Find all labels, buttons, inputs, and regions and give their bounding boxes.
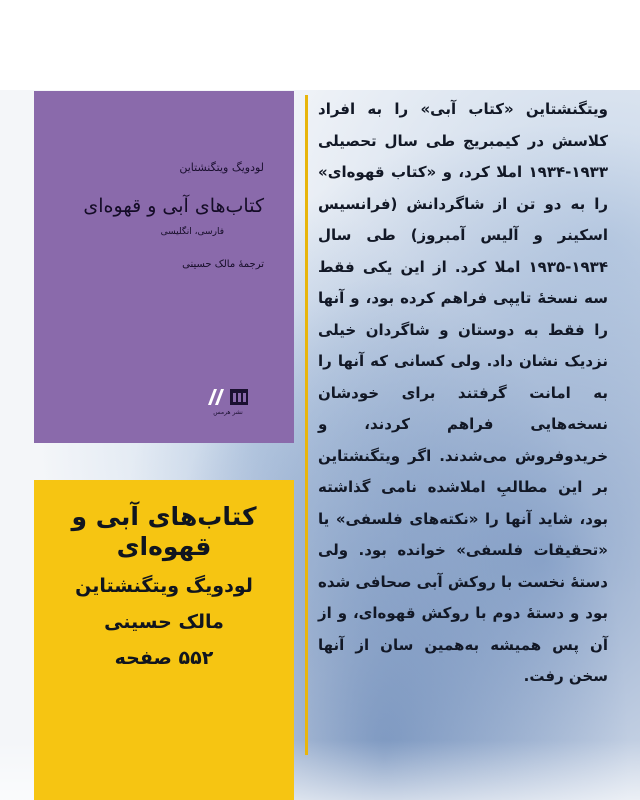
publisher-name: نشر هرمس	[213, 409, 243, 416]
info-author: لودویگ ویتگنشتاین	[75, 575, 253, 597]
book-description: ویتگنشتاین «کتاب آبی» را به افراد کلاسش در کیمبریج طی سال تحصیلی ۱۹۳۳-۱۹۳۴ املا کرد، و «کتاب قهوه‌ای» را به دو تن از شاگردانش (فرانسیس اسکینر و آلیس آمبروز) طی سال ۱۹۳۴-۱۹۳۵ املا کرد. از این یکی فقط سه نسخۀ تایپی فراهم کرده بود، و آنها را فقط به دوستان و شاگردان خیلی نزدیک نشان داد. ولی کسانی که آنها را به امانت گرفتند برای خودشان نسخه‌هایی فراهم کردند، و خریدوفروش می‌شدند. اگر ویتگنشتاین بر این مطالبِ املاشده نامی گذاشته بود، شاید آنها را «نکته‌های فلسفی» یا «تحقیقات فلسفی» خوانده بود. ولی دستۀ نخست با روکش آبی صحافی شده بود و دستۀ دوم با روکش قهوه‌ای، و از آن پس همیشه به‌همین سان از آنها سخن رفت.	[318, 100, 608, 685]
book-info-box	[34, 480, 294, 800]
top-margin	[0, 0, 640, 90]
cover-languages: فارسی، انگلیسی	[160, 227, 224, 237]
info-pages: ۵۵۲ صفحه	[114, 647, 214, 669]
vertical-divider	[305, 95, 308, 755]
cover-translator: ترجمۀ مالک حسینی	[182, 259, 264, 270]
book-cover	[34, 91, 294, 443]
publisher-logo	[202, 385, 254, 425]
publisher-logo-icon	[202, 385, 254, 407]
cover-author: لودویگ ویتگنشتاین	[179, 161, 264, 174]
info-translator: مالک حسینی	[104, 611, 224, 633]
info-title: کتاب‌های آبی و قهوه‌ای	[71, 502, 257, 561]
cover-title: کتاب‌های آبی و قهوه‌ای	[83, 195, 264, 217]
